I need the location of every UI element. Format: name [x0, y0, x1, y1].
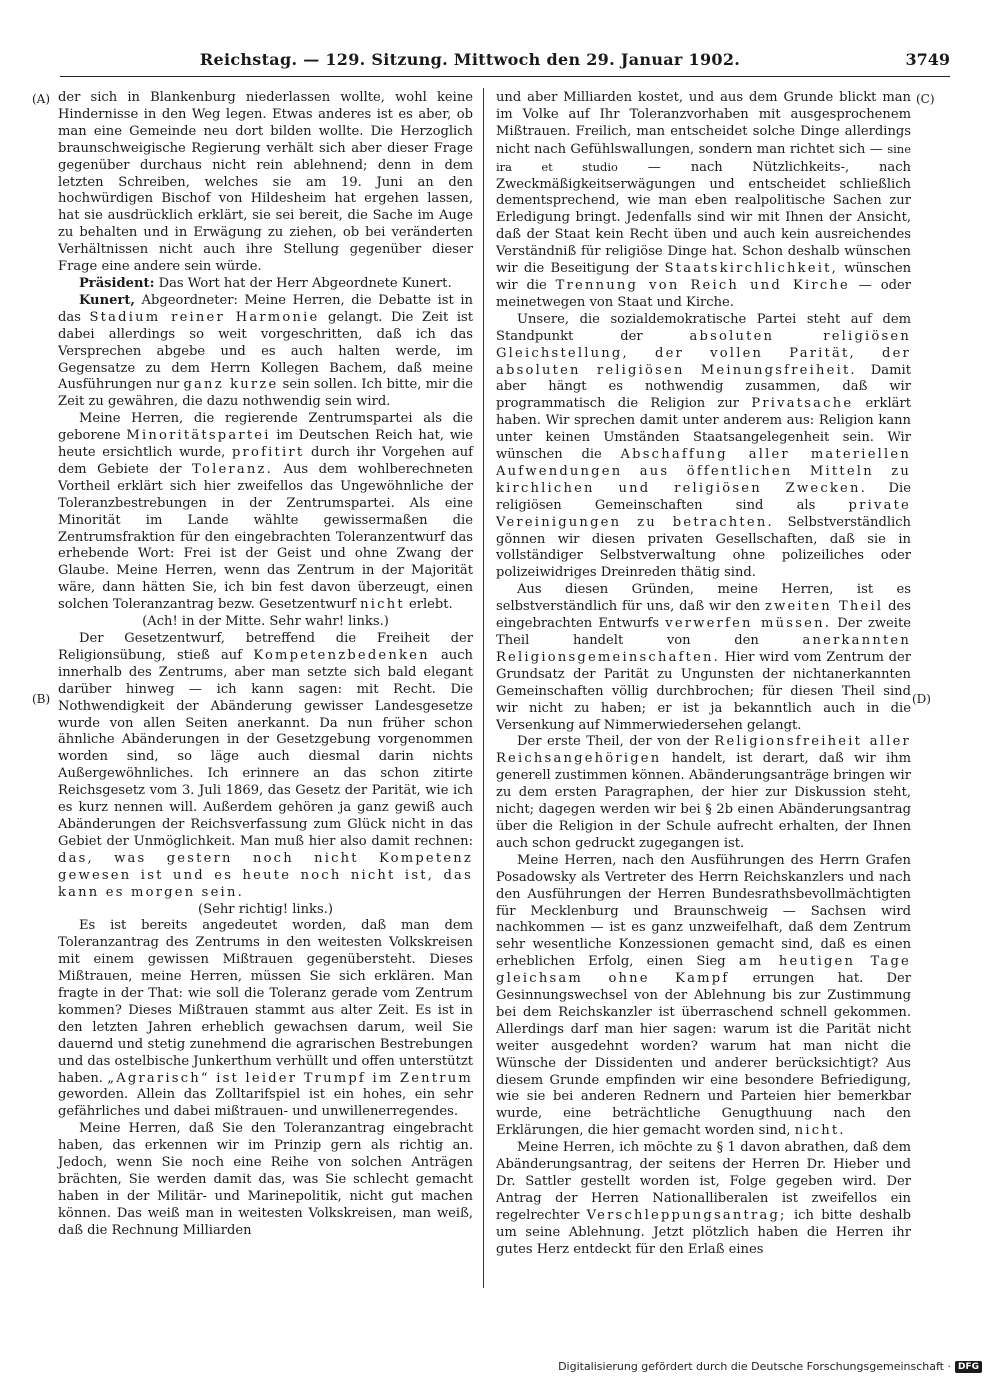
margin-marker-c: (C) [916, 92, 935, 106]
paragraph: der sich in Blankenburg niederlassen wollte, wohl keine Hindernisse in den Weg legen. Etwas anderes ist es aber, ob man eine Gemeinde neu dort bilden wollte. Die Herzoglich braunschweigische Regierung verhält sich aber dieser Frage gegenüber durchaus nicht rein ablehnend; denn in dem letzten Schreiben, welches sie am 19. Juni an den hochwürdigen Bischof von Hildesheim hat ergehen lassen, hat sie ausdrücklich erklärt, sie sei bereit, die Sache im Auge zu behalten und in Erwägung zu ziehen, ob bei veränderten Verhältnissen nicht auch ihre Stellung gegenüber dieser Frage eine andere sein würde. [58, 90, 473, 275]
paragraph: Kunert, Abgeordneter: Meine Herren, die Debatte ist in das Stadium reiner Harmonie gelangt. Die Zeit ist dabei allerdings so weit vorgeschritten, daß ich das Versprechen abgebe und es auch halten werde, im Gegensatze zu dem Herrn Kollegen Bachem, daß meine Ausführungen nur ganz kurze sein sollen. Ich bitte, mir die Zeit zu gewähren, die dazu nothwendig sein wird. [58, 292, 473, 410]
paragraph: Meine Herren, daß Sie den Toleranzantrag eingebracht haben, das erkennen wir im Prinzip gern als richtig an. Jedoch, wenn Sie noch eine Reihe von solchen Anträgen brächten, Sie werden damit das, was Sie schlecht gemacht haben in der Militär- und Marinepolitik, nicht gut machen können. Das weiß man in weitesten Volkskreisen, man weiß, daß die Rechnung Milliarden [58, 1121, 473, 1238]
paragraph: Meine Herren, nach den Ausführungen des Herrn Grafen Posadowsky als Vertreter des Herrn Reichskanzlers und nach den Ausführungen der Herren Bundesrathsbevollmächtigten für Mecklenburg und Braunschweig — Sachsen wird nachkommen — ist es ganz unzweifelhaft, daß dem Zentrum sehr wesentliche Konzessionen gemacht sind, daß es einen erheblichen Erfolg, einen Sieg am heutigen Tage gleichsam ohne Kampf errungen hat. Der Gesinnungswechsel von der Ablehnung bis zur Zustimmung bei dem Reichskanzler ist überraschend schnell gekommen. Allerdings darf man hier sagen: warum ist die Parität nicht weiter ausgedehnt worden? warum hat man nicht die Wünsche der Dissidenten und anderer berücksichtigt? Aus diesem Grunde empfinden wir eine besondere Befriedigung, wie sie bei anderen Rednern und Parteien hier bemerkbar wurde, eine beträchtliche Genugthuung nach den Erklärungen, die hier gemacht worden sind, nicht. [496, 852, 911, 1139]
speaker-name: Kunert, [78, 292, 135, 308]
paragraph: Präsident: Das Wort hat der Herr Abgeordnete Kunert. [78, 275, 452, 291]
column-divider [483, 88, 484, 1288]
paragraph: Aus diesen Gründen, meine Herren, ist es selbstverständlich für uns, daß wir den zweiten Theil des eingebrachten Entwurfs verwerfen müssen. Der zweite Theil handelt von den anerkannten Religionsgemeinschaften. Hier wird vom Zentrum der Grundsatz der Parität zu Ungunsten der nichtanerkannten Gemeinschaften völlig durchbrochen; für diesen Theil sind wir nicht zu haben; er ist ja bekanntlich auch in die Versenkung auf Nimmerwiedersehen gelangt. [496, 582, 912, 733]
paragraph: Meine Herren, ich möchte zu § 1 davon abrathen, daß dem Abänderungsantrag, der seitens der Herren Dr. Hieber und Dr. Sattler gestellt worden ist, Folge gegeben wird. Der Antrag der Herren Nationalliberalen ist zweifellos ein regelrechter Verschleppungsantrag; ich bitte deshalb um seine Ablehnung. Jetzt plötzlich haben die Herren ihr gutes Herz entdeckt für den Erlaß eines [496, 1140, 911, 1257]
digitization-credit [558, 1360, 982, 1373]
right-column [496, 90, 911, 1259]
paragraph: Der erste Theil, der von der Religionsfreiheit aller Reichsangehörigen handelt, ist derart, daß wir ihm generell zustimmen können. Abänderungsanträge bringen wir zu dem ersten Paragraphen, der hier zur Diskussion steht, nicht; dagegen werden wir bei § 2b einen Abänderungsantrag über die Religion in der Schule aufrecht erhalten, der Ihnen auch schon gedruckt zugegangen ist. [496, 734, 911, 851]
dfg-logo-icon: DFG [955, 1361, 982, 1373]
speaker-name: Präsident: [78, 275, 155, 291]
interjection: (Ach! in der Mitte. Sehr wahr! links.) [142, 614, 389, 630]
margin-marker-b: (B) [32, 692, 51, 706]
paragraph: und aber Milliarden kostet, und aus dem Grunde blickt man im Volke auf Ihr Toleranzvorhaben mit ausgesprochenem Mißtrauen. Freilich, man entscheidet solche Dinge allerdings nicht nach Gefühlswallungen, sondern man richtet sich — sine ira et studio — nach Nützlichkeits-, nach Zweckmäßigkeitserwägungen und entscheidet schließlich dementsprechend, wie man eben realpolitische Sachen zur Erledigung bringt. Jedenfalls sind wir mit Ihnen der Ansicht, daß der Staat kein Recht üben und auch kein ausreichendes Verständniß für religiöse Dinge hat. Schon deshalb wünschen wir die Beseitigung der Staatskirchlichkeit, wünschen wir die Trennung von Reich und Kirche — oder meinetwegen von Staat und Kirche. [496, 90, 911, 310]
paragraph: Der Gesetzentwurf, betreffend die Freiheit der Religionsübung, stieß auf Kompetenzbedenken auch innerhalb des Zentrums, aber man setzte sich bald elegant darüber hinweg — ich kann sagen: mit Recht. Die Nothwendigkeit der Abänderung gewisser Landesgesetze wurde von allen Seiten anerkannt. Da nun früher schon ähnliche Abänderungen in der Gesetzgebung vorgenommen worden sind, so läge auch diesmal darin nichts Außergewöhnliches. Ich erinnere an das schon zitirte Reichsgesetz vom 3. Juli 1869, das Gesetz der Parität, wie ich es kurz nennen will. Außerdem gehören ja ganz gewiß auch Abänderungen der Reichsverfassung zum Glück nicht in das Gebiet der Unmöglichkeit. Man muß hier also damit rechnen: das, was gestern noch nicht Kompetenz gewesen ist und es heute noch nicht ist, das kann es morgen sein. [58, 631, 473, 900]
paragraph: Meine Herren, die regierende Zentrumspartei als die geborene Minoritätspartei im Deutschen Reich hat, wie heute ersichtlich wurde, profitirt durch ihr Vorgehen auf dem Gebiete der Toleranz. Aus dem wohlberechneten Vortheil erklärt sich hier zweifellos das Ungewöhnliche der Toleranzbestrebungen in der Zentrumspartei. Als eine Minorität im Lande wählte gewissermaßen die Zentrumsfraktion für den eingebrachten Toleranzentwurf das erhebende Wort: Frei ist der Geist und ohne Zwang der Glaube. Meine Herren, wenn das Zentrum in der Majorität wäre, dann hätten Sie, ich bin fest davon überzeugt, einen solchen Toleranzantrag bezw. Gesetzentwurf nicht erlebt. [58, 411, 473, 613]
margin-marker-d: (D) [912, 692, 931, 706]
running-title: Reichstag. — 129. Sitzung. Mittwoch den 29. Januar 1902. [199, 50, 741, 69]
credit-text: Digitalisierung gefördert durch die Deutsche Forschungsgemeinschaft · [558, 1360, 951, 1373]
page-number: 3749 [905, 50, 950, 69]
margin-marker-a: (A) [32, 92, 51, 106]
interjection: (Sehr richtig! links.) [198, 901, 333, 917]
paragraph: Es ist bereits angedeutet worden, daß man dem Toleranzantrag des Zentrums in den weitesten Volkskreisen mit einem gewissen Mißtrauen gegenübersteht. Dieses Mißtrauen, meine Herren, müssen Sie sich erklären. Man fragte in der That: wie soll die Toleranz gerade vom Zentrum kommen? Dieses Mißtrauen stammt aus alter Zeit. Es ist in den letzten Jahren erheblich gewachsen darum, weil Sie dauernd und stetig zunehmend die agrarischen Bestrebungen und das ostelbische Junkerthum verhüllt und offen unterstützt haben. „Agrarisch“ ist leider Trumpf im Zentrum geworden. Allein das Zolltarifspiel ist ein hohes, ein sehr gefährliches und dabei mißtrauen- und unwillenerregendes. [58, 918, 473, 1120]
paragraph: Unsere, die sozialdemokratische Partei steht auf dem Standpunkt der absoluten religiösen Gleichstellung, der vollen Parität, der absoluten religiösen Meinungsfreiheit. Damit aber hängt es nothwendig zusammen, daß wir programmatisch die Religion zur Privatsache erklärt haben. Wir sprechen damit unter anderem aus: Religion kann unter keinen Umständen Staatsangelegenheit sein. Wir wünschen die Abschaffung aller materiellen Aufwendungen aus öffentlichen Mitteln zu kirchlichen und religiösen Zwecken. Die religiösen Gemeinschaften sind als private Vereinigungen zu betrachten. Selbstverständlich gönnen wir diesen privaten Gesellschaften, daß sie in vollständiger Selbstverwaltung ohne polizeiliches oder polizeiwidriges Dreinreden thätig sind. [496, 311, 912, 581]
left-column [58, 90, 473, 1240]
page-header [60, 50, 950, 77]
